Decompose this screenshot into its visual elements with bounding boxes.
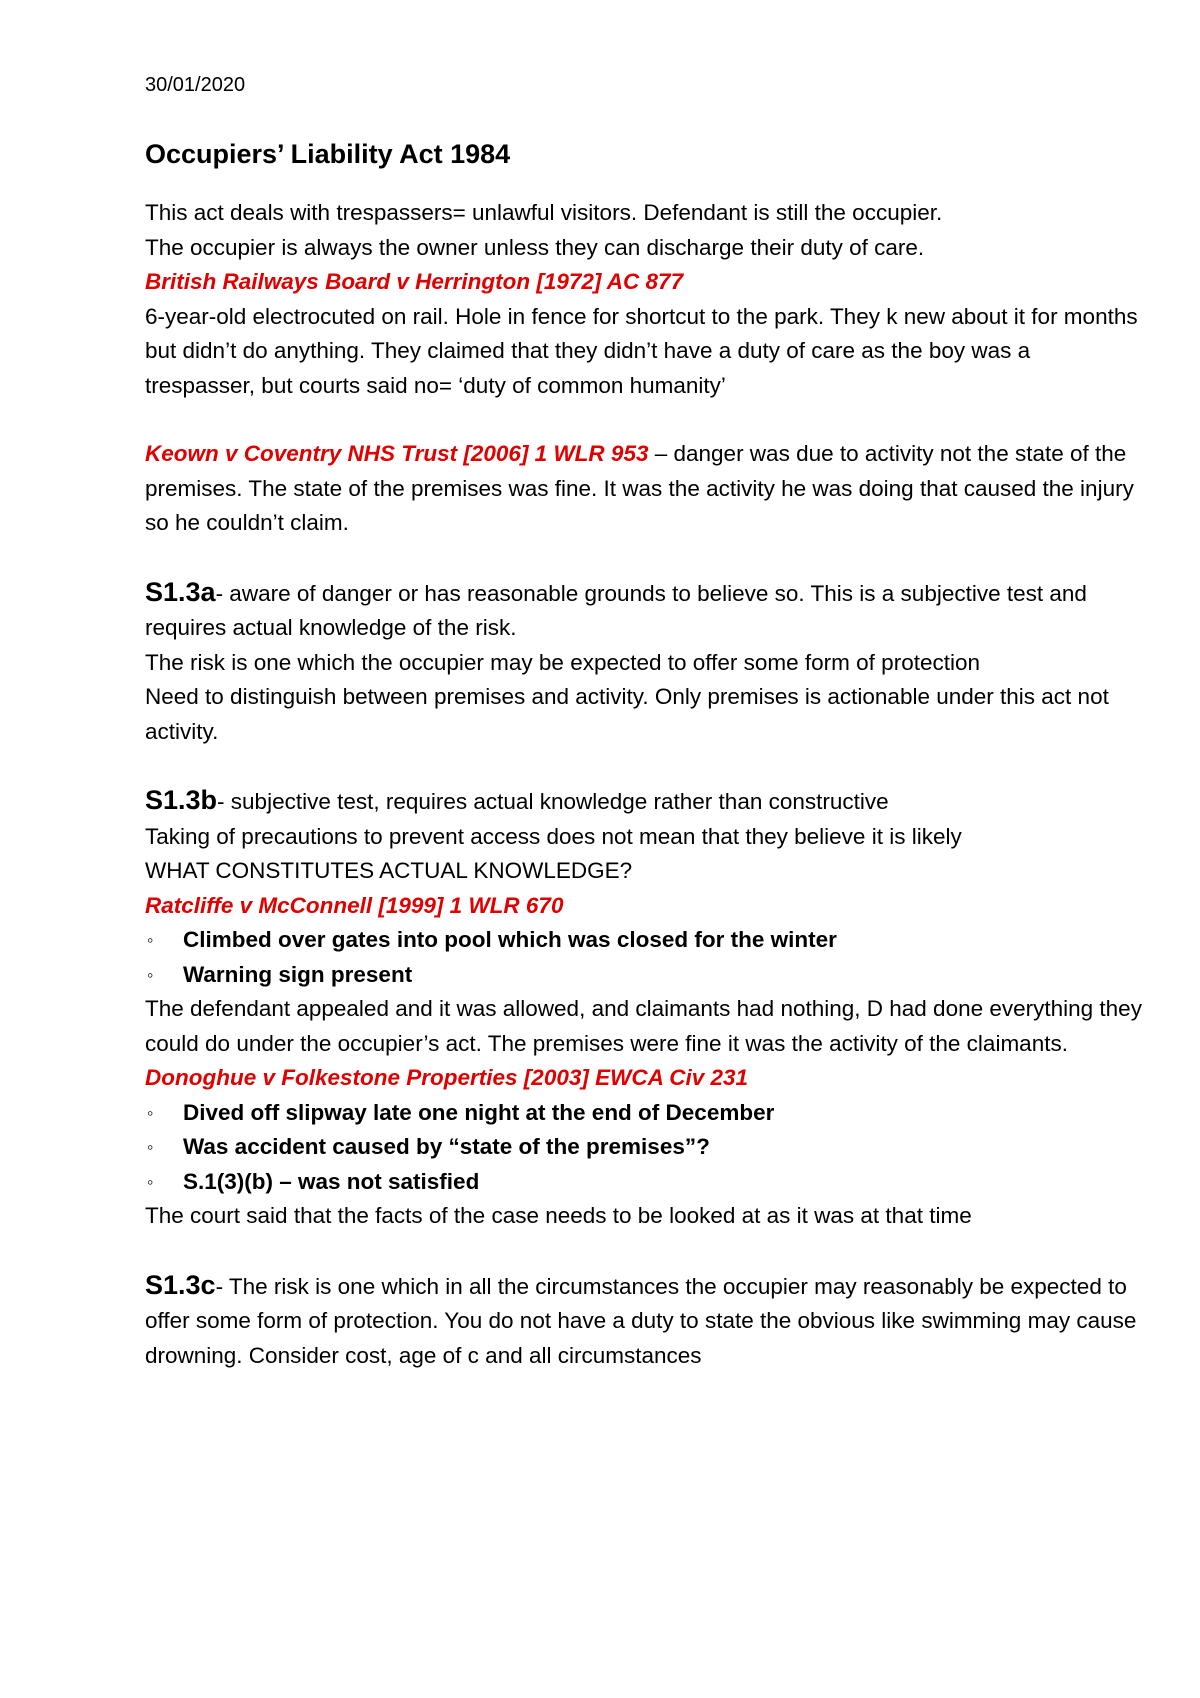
case-citation-ratcliffe: Ratcliffe v McConnell [1999] 1 WLR 670: [145, 892, 564, 918]
section-heading-s13a: S1.3a: [145, 576, 216, 607]
list-item: [145, 958, 1145, 993]
intro-line-1: This act deals with trespassers= unlawful visitors. Defendant is still the occupier.: [145, 200, 943, 225]
ratcliffe-bullet-list: [145, 923, 1145, 992]
list-item-text: Climbed over gates into pool which was closed for the winter: [183, 927, 837, 952]
bullet-icon: ◦: [147, 1102, 154, 1123]
list-item: [145, 1096, 1145, 1131]
spacer: [145, 541, 1145, 575]
list-item: [145, 923, 1145, 958]
list-item-text: Warning sign present: [183, 961, 413, 987]
case-citation-keown: Keown v Coventry NHS Trust [2006] 1 WLR 953: [145, 441, 649, 466]
intro-line-2: The occupier is always the owner unless they can discharge their duty of care.: [145, 234, 925, 260]
section-heading-s13c: S1.3c: [145, 1269, 216, 1300]
spacer: [145, 403, 1145, 437]
bullet-icon: ◦: [147, 1137, 154, 1157]
bullet-icon: ◦: [147, 930, 154, 950]
document-date: 30/01/2020: [145, 74, 246, 96]
s13b-paragraph: [145, 783, 1145, 820]
s13c-text: - The risk is one which in all the circumstances the occupier may reasonably be expected to offer some form of protection. You do not have a duty to state the obvious like swimming may cause drowning. Consider cost, age of c and all circumstances: [145, 1273, 1137, 1368]
s13a-paragraph: [145, 575, 1145, 646]
spacer: [145, 1234, 1145, 1268]
donoghue-summary: The court said that the facts of the case needs to be looked at as it was at that time: [145, 1203, 972, 1228]
list-item: [145, 1165, 1145, 1200]
herrington-summary: 6-year-old electrocuted on rail. Hole in fence for shortcut to the park. They k new about it for months but didn’t do anything. They claimed that they didn’t have a duty of care as the boy was a trespasser, but courts said no= ‘duty of common humanity’: [145, 303, 1138, 398]
list-item-text: S.1(3)(b) – was not satisfied: [183, 1168, 480, 1194]
case-citation-herrington: British Railways Board v Herrington [1972] AC 877: [145, 269, 684, 294]
s13b-line-3: WHAT CONSTITUTES ACTUAL KNOWLEDGE?: [145, 858, 633, 883]
s13a-text: - aware of danger or has reasonable grounds to believe so. This is a subjective test and requires actual knowledge of the risk.: [145, 580, 1087, 640]
page-title: Occupiers’ Liability Act 1984: [145, 139, 511, 169]
bullet-icon: ◦: [147, 964, 154, 985]
bullet-icon: ◦: [147, 1171, 154, 1192]
case-citation-donoghue: Donoghue v Folkestone Properties [2003] EWCA Civ 231: [145, 1065, 749, 1090]
keown-paragraph: [145, 437, 1145, 541]
ratcliffe-summary: The defendant appealed and it was allowed, and claimants had nothing, D had done everything they could do under the occupier’s act. The premises were fine it was the activity of the claimants.: [145, 996, 1142, 1056]
document-body: [145, 70, 1145, 1373]
list-item-text: Dived off slipway late one night at the end of December: [183, 1099, 775, 1125]
list-item: [145, 1130, 1145, 1165]
s13b-text: - subjective test, requires actual knowledge rather than constructive: [217, 789, 889, 814]
s13c-paragraph: [145, 1268, 1145, 1374]
section-heading-s13b: S1.3b: [145, 785, 218, 815]
donoghue-bullet-list: [145, 1096, 1145, 1200]
s13a-line-3: Need to distinguish between premises and activity. Only premises is actionable under this act not activity.: [145, 684, 1109, 744]
s13b-line-2: Taking of precautions to prevent access does not mean that they believe it is likely: [145, 823, 962, 849]
keown-summary: – danger was due to activity not the state of the premises. The state of the premises was fine. It was the activity he was doing that caused the injury so he couldn’t claim.: [145, 441, 1134, 535]
spacer: [145, 749, 1145, 783]
s13a-line-2: The risk is one which the occupier may be expected to offer some form of protection: [145, 649, 980, 675]
list-item-text: Was accident caused by “state of the premises”?: [183, 1134, 710, 1159]
